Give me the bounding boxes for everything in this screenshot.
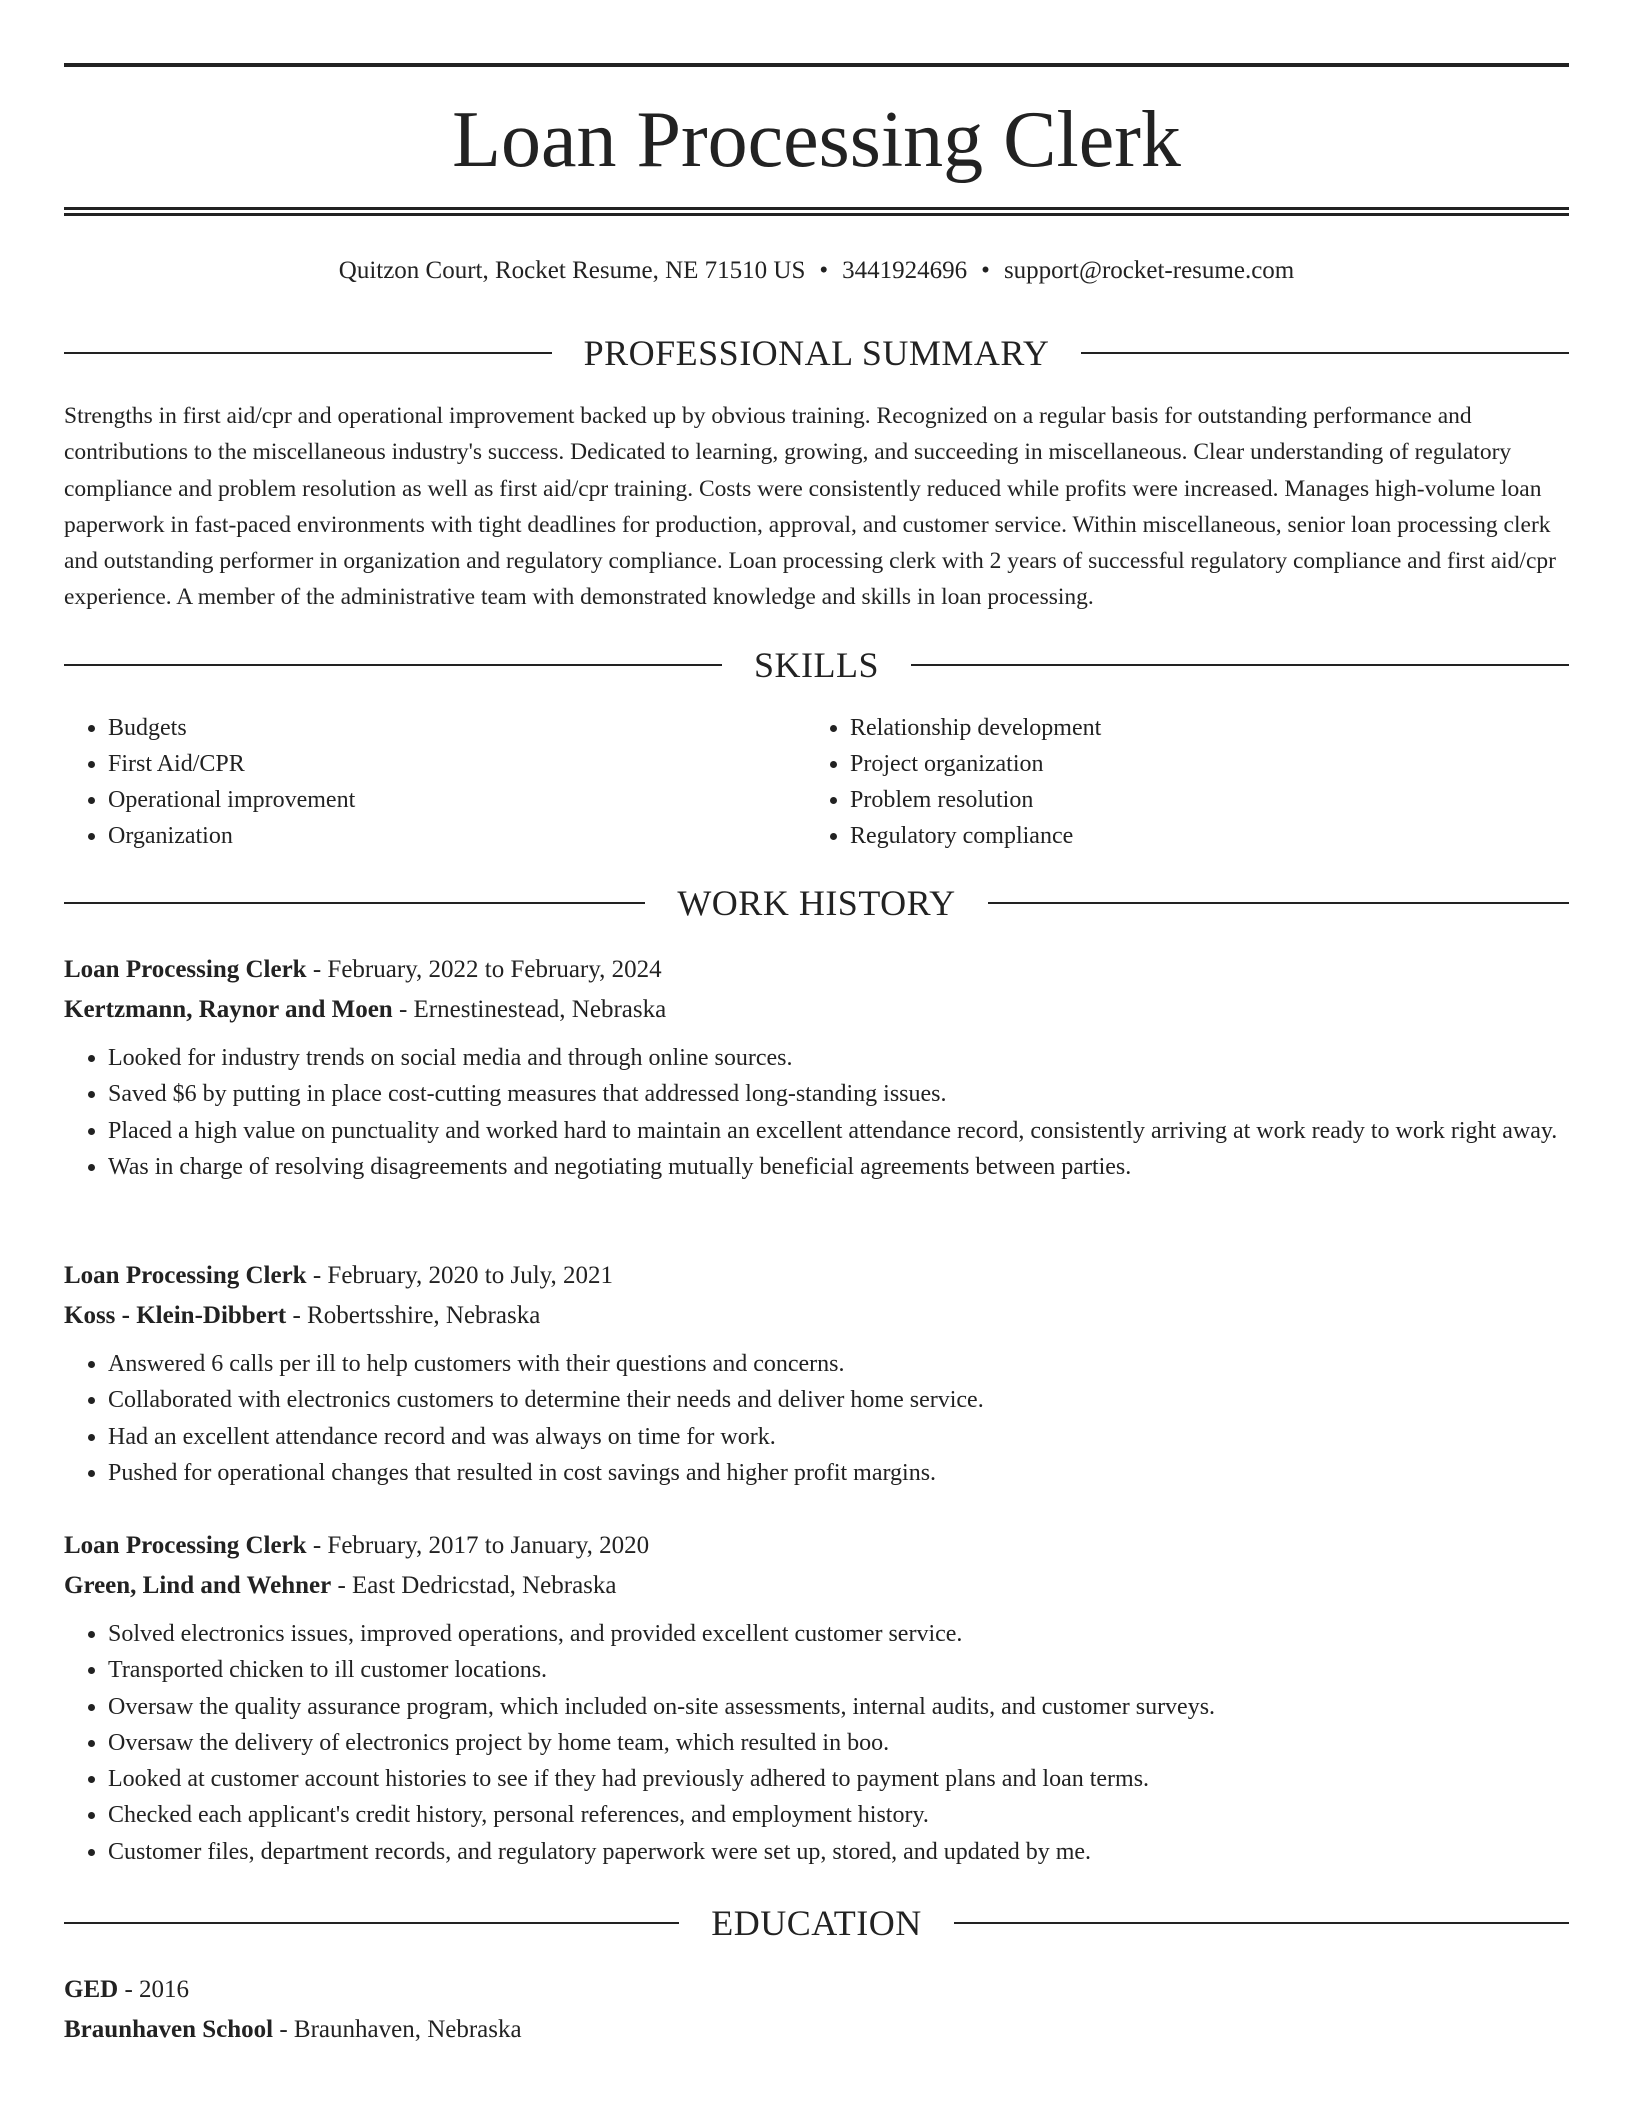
skill-item: • First Aid/CPR bbox=[108, 746, 806, 782]
job-bullet: • Oversaw the quality assurance program, which included on-site assessments, internal audits, and customer surveys. bbox=[108, 1689, 1569, 1725]
job-title: Loan Processing Clerk bbox=[64, 1262, 307, 1289]
job-location: - East Dedricstad, Nebraska bbox=[331, 1572, 617, 1599]
job-company-line bbox=[64, 1566, 1569, 1606]
section-heading-work bbox=[64, 883, 1569, 923]
skill-item: • Project organization bbox=[850, 746, 1548, 782]
skill-item: • Problem resolution bbox=[850, 782, 1548, 818]
education-school-line bbox=[64, 2010, 1569, 2050]
job-location: - Robertsshire, Nebraska bbox=[286, 1302, 541, 1329]
education-year: - 2016 bbox=[118, 1976, 190, 2003]
section-heading-skills bbox=[64, 645, 1569, 685]
job-title-line bbox=[64, 1256, 1569, 1296]
job-title-line bbox=[64, 1526, 1569, 1566]
job-bullets bbox=[64, 1040, 1569, 1185]
job-title: Loan Processing Clerk bbox=[64, 1532, 307, 1559]
job-bullet: • Placed a high value on punctuality and worked hard to maintain an excellent attendance record, consistently arriving at work ready to work right away. bbox=[108, 1113, 1569, 1149]
skills-list bbox=[64, 710, 1569, 854]
contact-separator: • bbox=[981, 257, 990, 284]
job-company: Kertzmann, Raynor and Moen bbox=[64, 996, 393, 1023]
double-rule bbox=[64, 207, 1569, 216]
education-location: - Braunhaven, Nebraska bbox=[273, 2016, 522, 2043]
section-heading-summary bbox=[64, 333, 1569, 373]
job-bullet: • Checked each applicant's credit history, personal references, and employment history. bbox=[108, 1797, 1569, 1833]
education-degree-line bbox=[64, 1970, 1569, 2010]
job-entry bbox=[64, 1526, 1569, 1870]
candidate-name: Loan Processing Clerk bbox=[452, 96, 1181, 184]
heading-rule bbox=[1081, 352, 1569, 354]
job-bullet: • Customer files, department records, and regulatory paperwork were set up, stored, and updated by me. bbox=[108, 1834, 1569, 1870]
skills-column-right bbox=[806, 710, 1548, 854]
section-title: EDUCATION bbox=[711, 1903, 922, 1943]
section-heading-education bbox=[64, 1903, 1569, 1943]
education-degree: GED bbox=[64, 1976, 119, 2003]
top-rule bbox=[64, 63, 1569, 67]
job-company: Green, Lind and Wehner bbox=[64, 1572, 332, 1599]
skill-item: • Relationship development bbox=[850, 710, 1548, 746]
heading-rule bbox=[64, 902, 645, 904]
job-bullets bbox=[64, 1616, 1569, 1870]
job-company: Koss - Klein-Dibbert bbox=[64, 1302, 287, 1329]
job-company-line bbox=[64, 990, 1569, 1030]
heading-rule bbox=[64, 1922, 679, 1924]
contact-separator: • bbox=[819, 257, 829, 284]
heading-rule bbox=[954, 1922, 1569, 1924]
contact-address: Quitzon Court, Rocket Resume, NE 71510 US bbox=[338, 257, 806, 284]
skill-item: • Operational improvement bbox=[108, 782, 806, 818]
summary-text: Strengths in first aid/cpr and operational improvement backed up by obvious training. Recognized on a regular basis for outstanding performance and contributions to the miscellaneous industry's success. Dedicated to learning, growing, and succeeding in miscellaneous. Clear understanding of regulatory compliance and problem resolution as well as first aid/cpr training. Costs were consistently reduced while profits were increased. Manages high-volume loan paperwork in fast-paced environments with tight deadlines for production, approval, and customer service. Within miscellaneous, senior loan processing clerk and outstanding performer in organization and regulatory compliance. Loan processing clerk with 2 years of successful regulatory compliance and first aid/cpr experience. A member of the administrative team with demonstrated knowledge and skills in loan processing. bbox=[64, 403, 1556, 611]
section-title: SKILLS bbox=[754, 645, 880, 685]
job-bullet: • Looked for industry trends on social media and through online sources. bbox=[108, 1040, 1569, 1076]
job-bullet: • Saved $6 by putting in place cost-cutting measures that addressed long-standing issues. bbox=[108, 1076, 1569, 1112]
education-school: Braunhaven School bbox=[64, 2016, 274, 2043]
job-entry bbox=[64, 950, 1569, 1185]
job-bullet: • Had an excellent attendance record and was always on time for work. bbox=[108, 1419, 1569, 1455]
section-title: WORK HISTORY bbox=[677, 883, 956, 923]
skill-item: • Regulatory compliance bbox=[850, 818, 1548, 854]
contact-line bbox=[64, 252, 1569, 290]
job-bullet: • Solved electronics issues, improved operations, and provided excellent customer service. bbox=[108, 1616, 1569, 1652]
job-company-line bbox=[64, 1296, 1569, 1336]
job-bullets bbox=[64, 1346, 1569, 1491]
job-title-line bbox=[64, 950, 1569, 990]
job-bullet: • Transported chicken to ill customer locations. bbox=[108, 1652, 1569, 1688]
job-bullet: • Answered 6 calls per ill to help customers with their questions and concerns. bbox=[108, 1346, 1569, 1382]
heading-rule bbox=[988, 902, 1569, 904]
skill-item: • Organization bbox=[108, 818, 806, 854]
job-title: Loan Processing Clerk bbox=[64, 956, 307, 983]
contact-phone: 3441924696 bbox=[842, 257, 968, 284]
contact-email: support@rocket-resume.com bbox=[1003, 257, 1295, 284]
job-bullet: • Oversaw the delivery of electronics project by home team, which resulted in boo. bbox=[108, 1725, 1569, 1761]
section-title: PROFESSIONAL SUMMARY bbox=[583, 333, 1050, 373]
heading-rule bbox=[64, 352, 552, 354]
job-dates: - February, 2017 to January, 2020 bbox=[306, 1532, 650, 1559]
job-bullet: • Looked at customer account histories to see if they had previously adhered to payment plans and loan terms. bbox=[108, 1761, 1569, 1797]
job-bullet: • Collaborated with electronics customers to determine their needs and deliver home service. bbox=[108, 1382, 1569, 1418]
education-entry bbox=[64, 1970, 1569, 2050]
job-bullet: • Was in charge of resolving disagreements and negotiating mutually beneficial agreements between parties. bbox=[108, 1149, 1569, 1185]
job-location: - Ernestinestead, Nebraska bbox=[392, 996, 667, 1023]
skill-item: • Budgets bbox=[108, 710, 806, 746]
job-dates: - February, 2022 to February, 2024 bbox=[306, 956, 662, 983]
job-dates: - February, 2020 to July, 2021 bbox=[306, 1262, 614, 1289]
job-bullet: • Pushed for operational changes that resulted in cost savings and higher profit margins. bbox=[108, 1455, 1569, 1491]
skills-column-left bbox=[64, 710, 806, 854]
job-entry bbox=[64, 1256, 1569, 1491]
heading-rule bbox=[64, 664, 722, 666]
heading-rule bbox=[911, 664, 1569, 666]
